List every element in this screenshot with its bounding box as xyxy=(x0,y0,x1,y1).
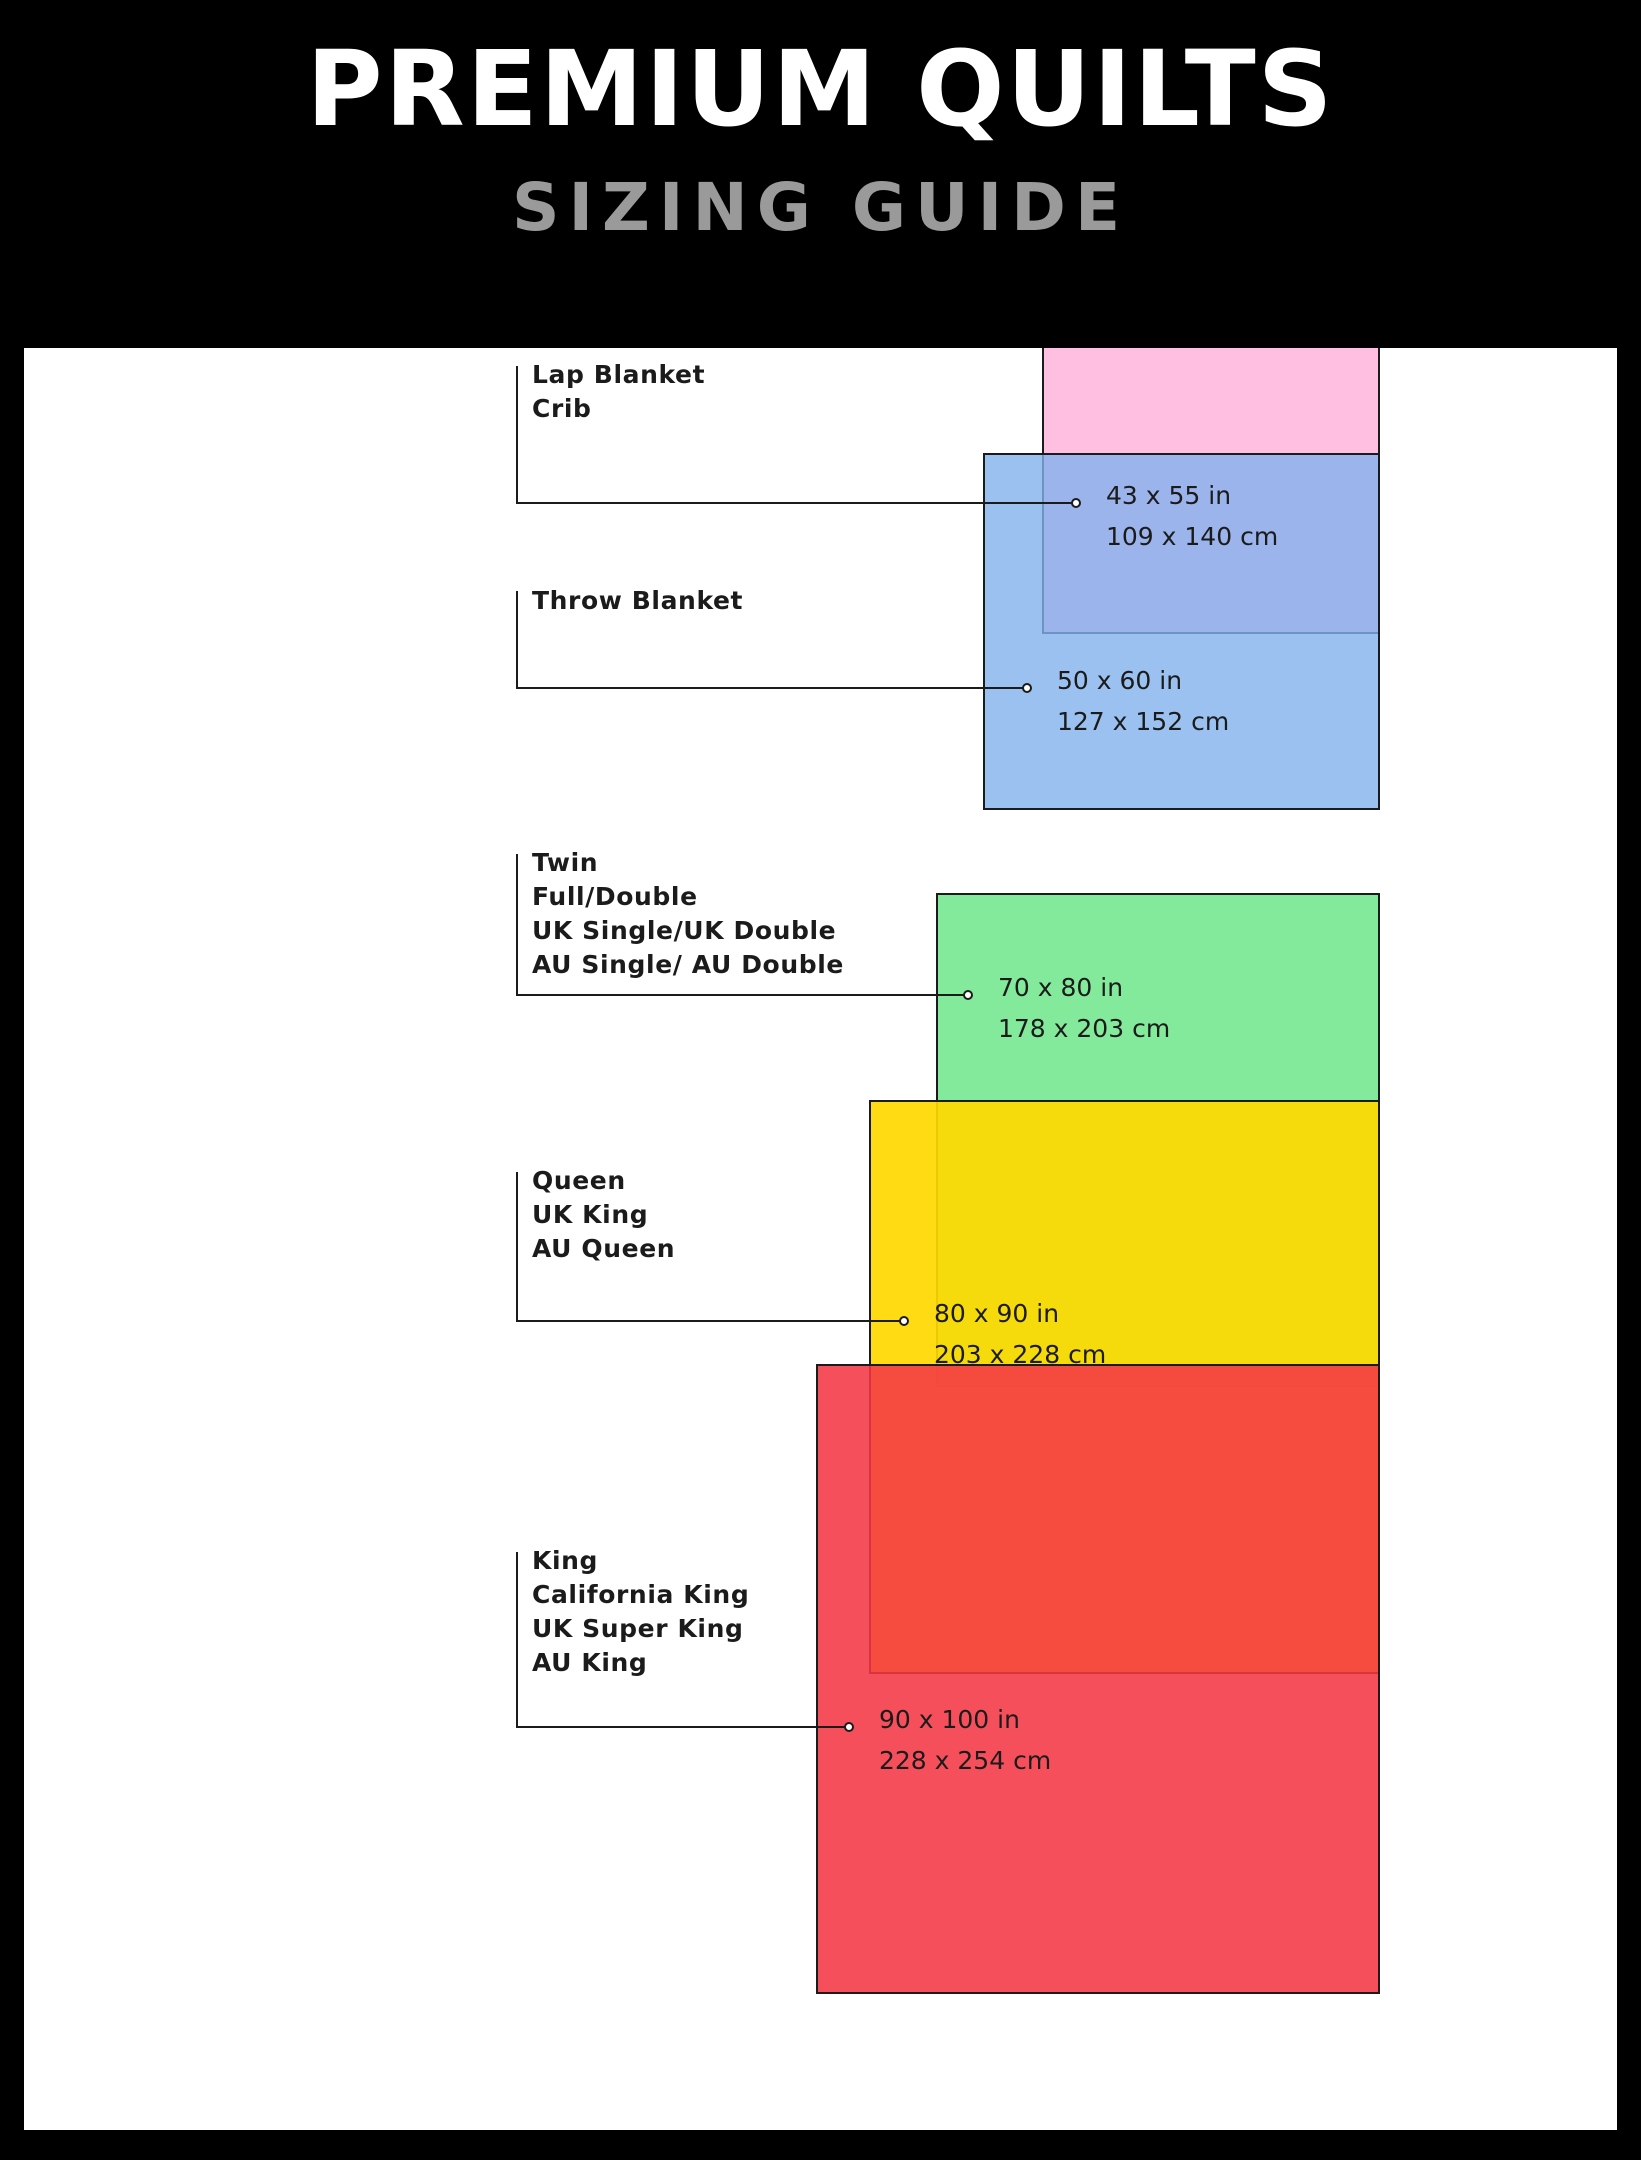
category-label-queen xyxy=(532,1164,675,1266)
category-line: AU Queen xyxy=(532,1234,676,1263)
leader-dot-king xyxy=(844,1722,854,1732)
dimension-cm: 203 x 228 cm xyxy=(934,1340,1107,1369)
dimension-label-throw xyxy=(1057,660,1229,742)
dimension-inches: 43 x 55 in xyxy=(1106,481,1232,510)
dimension-inches: 50 x 60 in xyxy=(1057,666,1183,695)
dimension-label-queen xyxy=(934,1293,1106,1375)
dimension-cm: 109 x 140 cm xyxy=(1106,522,1279,551)
category-line: Full/Double xyxy=(532,882,698,911)
dimension-inches: 80 x 90 in xyxy=(934,1299,1060,1328)
category-line: UK Super King xyxy=(532,1614,744,1643)
dimension-inches: 90 x 100 in xyxy=(879,1705,1020,1734)
leader-dot-crib xyxy=(1071,498,1081,508)
page-subtitle: SIZING GUIDE xyxy=(511,169,1130,246)
page-title: PREMIUM QUILTS xyxy=(306,28,1335,150)
category-line: California King xyxy=(532,1580,750,1609)
category-line: King xyxy=(532,1546,599,1575)
category-line: AU Single/ AU Double xyxy=(532,950,844,979)
category-line: UK Single/UK Double xyxy=(532,916,837,945)
poster-header xyxy=(0,0,1641,330)
leader-dot-throw xyxy=(1022,683,1032,693)
size-rect-king xyxy=(816,1364,1380,1994)
dimension-cm: 228 x 254 cm xyxy=(879,1746,1052,1775)
dimension-label-king xyxy=(879,1699,1051,1781)
category-label-crib xyxy=(532,358,705,426)
leader-dot-twin xyxy=(963,990,973,1000)
category-label-king xyxy=(532,1544,749,1680)
category-line: Queen xyxy=(532,1166,626,1195)
dimension-label-crib xyxy=(1106,475,1278,557)
leader-dot-queen xyxy=(899,1316,909,1326)
dimension-cm: 178 x 203 cm xyxy=(998,1014,1171,1043)
category-line: Lap Blanket xyxy=(532,360,706,389)
category-line: AU King xyxy=(532,1648,648,1677)
dimension-inches: 70 x 80 in xyxy=(998,973,1124,1002)
category-label-throw xyxy=(532,584,743,618)
category-line: Twin xyxy=(532,848,599,877)
category-line: Throw Blanket xyxy=(532,586,744,615)
dimension-label-twin xyxy=(998,967,1170,1049)
sizing-chart xyxy=(24,348,1617,2130)
dimension-cm: 127 x 152 cm xyxy=(1057,707,1230,736)
category-line: Crib xyxy=(532,394,592,423)
category-line: UK King xyxy=(532,1200,649,1229)
category-label-twin xyxy=(532,846,844,982)
